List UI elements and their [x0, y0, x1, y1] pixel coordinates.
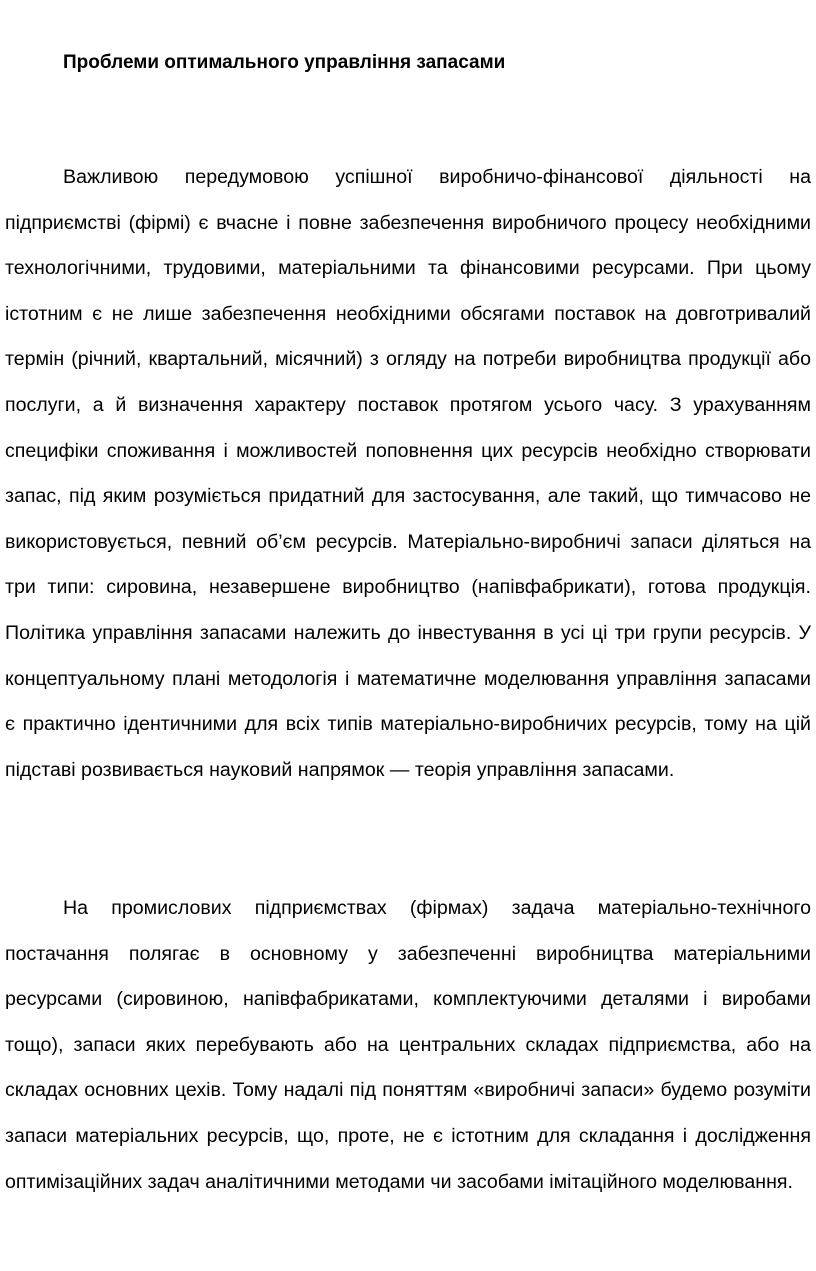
paragraph-2: На промислових підприємствах (фірмах) задача матеріально-технічного постачання полягає в основному у забезпеченні виробництва матеріальними ресурсами (сировиною, напівфабрикатами, комплектуючими деталями і виробами тощо), запаси яких перебувають або на центральних складах підприємства, або на складах основних цехів. Тому надалі під поняттям «виробничі запаси» будемо розуміти запаси матеріальних ресурсів, що, проте, не є істотним для складання і дослідження оптимізаційних задач аналітичними методами чи засобами імітаційного моделювання. [5, 897, 811, 1193]
document-title: Проблеми оптимального управління запасами [63, 52, 506, 73]
paragraph-1: Важливою передумовою успішної виробничо-фінансової діяльності на підприємстві (фірмі) є вчасне і повне забезпечення виробничого процесу необхідними технологічними, трудовими, матеріальними та фінансовими ресурсами. При цьому істотним є не лише забезпечення необхідними обсягами поставок на довготривалий термін (річний, квартальний, місячний) з огляду на потреби виробництва продукції або послуги, а й визначення характеру поставок протягом усього часу. З урахуванням специфіки споживання і можливостей поповнення цих ресурсів необхідно створювати запас, під яким розуміється придатний для застосування, але такий, що тимчасово не використовується, певний об’єм ресурсів. Матеріально-виробничі запаси діляться на три типи: сировина, незавершене виробництво (напівфабрикати), готова продукція. Політика управління запасами належить до інвестування в усі ці три групи ресурсів. У концептуальному плані методологія і математичне моделювання управління запасами є практично ідентичними для всіх типів матеріально-виробничих ресурсів, тому на цій підставі розвивається науковий напрямок — теорія управління запасами. [5, 166, 811, 781]
